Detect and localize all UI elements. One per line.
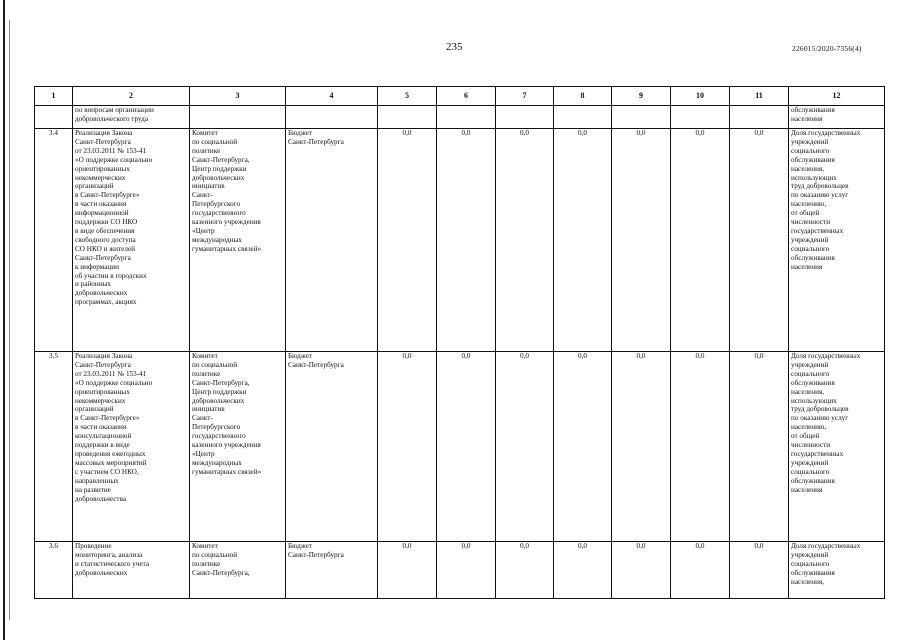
table-row — [35, 106, 885, 129]
indicator-cell: Доля государственных учреждений социального обслуживания населения, использующих труд добровольцев по оказанию услуг населению, от общей численности государственных учреждений социального обслуживания населения — [789, 129, 885, 352]
item-number — [35, 106, 73, 129]
value-cell — [378, 106, 437, 129]
source-cell: Бюджет Санкт-Петербурга — [286, 129, 378, 352]
measure-cell: Реализация Закона Санкт-Петербурга от 23.03.2011 № 153-41 «О поддержке социально ориентированных некоммерческих организаций в Санкт-Петербурге» в части оказания информационной поддержки СО НКО в виде обеспечения свободного доступа СО НКО и жителей Санкт-Петербурга к информации об участии в городских и районных добровольческих программах, акциях — [73, 129, 190, 352]
value-cell — [612, 106, 671, 129]
program-table — [34, 86, 885, 599]
measure-cell: по вопросам организации добровольческого труда — [73, 106, 190, 129]
value-cell: 0,0 — [730, 352, 789, 542]
column-header: 6 — [437, 87, 496, 106]
value-cell: 0,0 — [378, 352, 437, 542]
value-cell: 0,0 — [437, 542, 496, 599]
value-cell: 0,0 — [554, 129, 612, 352]
column-header: 3 — [190, 87, 286, 106]
column-header: 5 — [378, 87, 437, 106]
binding-shadow — [9, 20, 10, 620]
column-header: 10 — [671, 87, 730, 106]
source-cell: Бюджет Санкт-Петербурга — [286, 352, 378, 542]
value-cell: 0,0 — [437, 129, 496, 352]
value-cell: 0,0 — [730, 129, 789, 352]
value-cell — [730, 106, 789, 129]
executor-cell: Комитет по социальной политике Санкт-Петербурга, — [190, 542, 286, 599]
column-header: 7 — [496, 87, 554, 106]
table-row — [35, 129, 885, 352]
value-cell: 0,0 — [671, 542, 730, 599]
executor-cell: Комитет по социальной политике Санкт-Петербурга, Центр поддержки добровольческих инициатив Санкт- Петербургского государственного казенного учреждения «Центр международных гуманитарных связей» — [190, 129, 286, 352]
value-cell — [554, 106, 612, 129]
value-cell: 0,0 — [730, 542, 789, 599]
value-cell: 0,0 — [437, 352, 496, 542]
value-cell — [496, 106, 554, 129]
binding-line — [3, 0, 5, 640]
indicator-cell: Доля государственных учреждений социального обслуживания населения, использующих труд добровольцев по оказанию услуг населению, от общей численности государственных учреждений социального обслуживания населения — [789, 352, 885, 542]
measure-cell: Реализация Закона Санкт-Петербурга от 23.03.2011 № 153-41 «О поддержке социально ориентированных некоммерческих организаций в Санкт-Петербурге» в части оказания консультационной поддержки в виде проведения ежегодных массовых мероприятий с участием СО НКО, направленных на развитие добровольчества — [73, 352, 190, 542]
value-cell: 0,0 — [612, 542, 671, 599]
value-cell: 0,0 — [612, 352, 671, 542]
executor-cell: Комитет по социальной политике Санкт-Петербурга, Центр поддержки добровольческих инициатив Санкт- Петербургского государственного казенного учреждения «Центр международных гуманитарных связей» — [190, 352, 286, 542]
value-cell — [437, 106, 496, 129]
page-number: 235 — [446, 41, 463, 53]
value-cell: 0,0 — [496, 129, 554, 352]
executor-cell — [190, 106, 286, 129]
value-cell: 0,0 — [671, 129, 730, 352]
source-cell — [286, 106, 378, 129]
item-number: 3.4 — [35, 129, 73, 352]
value-cell: 0,0 — [378, 542, 437, 599]
item-number: 3.6 — [35, 542, 73, 599]
column-header: 2 — [73, 87, 190, 106]
value-cell: 0,0 — [554, 542, 612, 599]
document-code: 226015/2020-7356(4) — [792, 44, 862, 53]
column-header: 8 — [554, 87, 612, 106]
value-cell — [671, 106, 730, 129]
value-cell: 0,0 — [554, 352, 612, 542]
source-cell: Бюджет Санкт-Петербурга — [286, 542, 378, 599]
item-number: 3.5 — [35, 352, 73, 542]
column-header: 4 — [286, 87, 378, 106]
measure-cell: Проведение мониторинга, анализа и статистического учета добровольческих — [73, 542, 190, 599]
value-cell: 0,0 — [378, 129, 437, 352]
value-cell: 0,0 — [671, 352, 730, 542]
value-cell: 0,0 — [496, 542, 554, 599]
column-header: 9 — [612, 87, 671, 106]
value-cell: 0,0 — [496, 352, 554, 542]
header-row — [35, 87, 885, 106]
indicator-cell: Доля государственных учреждений социального обслуживания населения, — [789, 542, 885, 599]
column-header: 1 — [35, 87, 73, 106]
column-header: 12 — [789, 87, 885, 106]
table-row — [35, 352, 885, 542]
table-row — [35, 542, 885, 599]
column-header: 11 — [730, 87, 789, 106]
value-cell: 0,0 — [612, 129, 671, 352]
indicator-cell: обслуживания населения — [789, 106, 885, 129]
